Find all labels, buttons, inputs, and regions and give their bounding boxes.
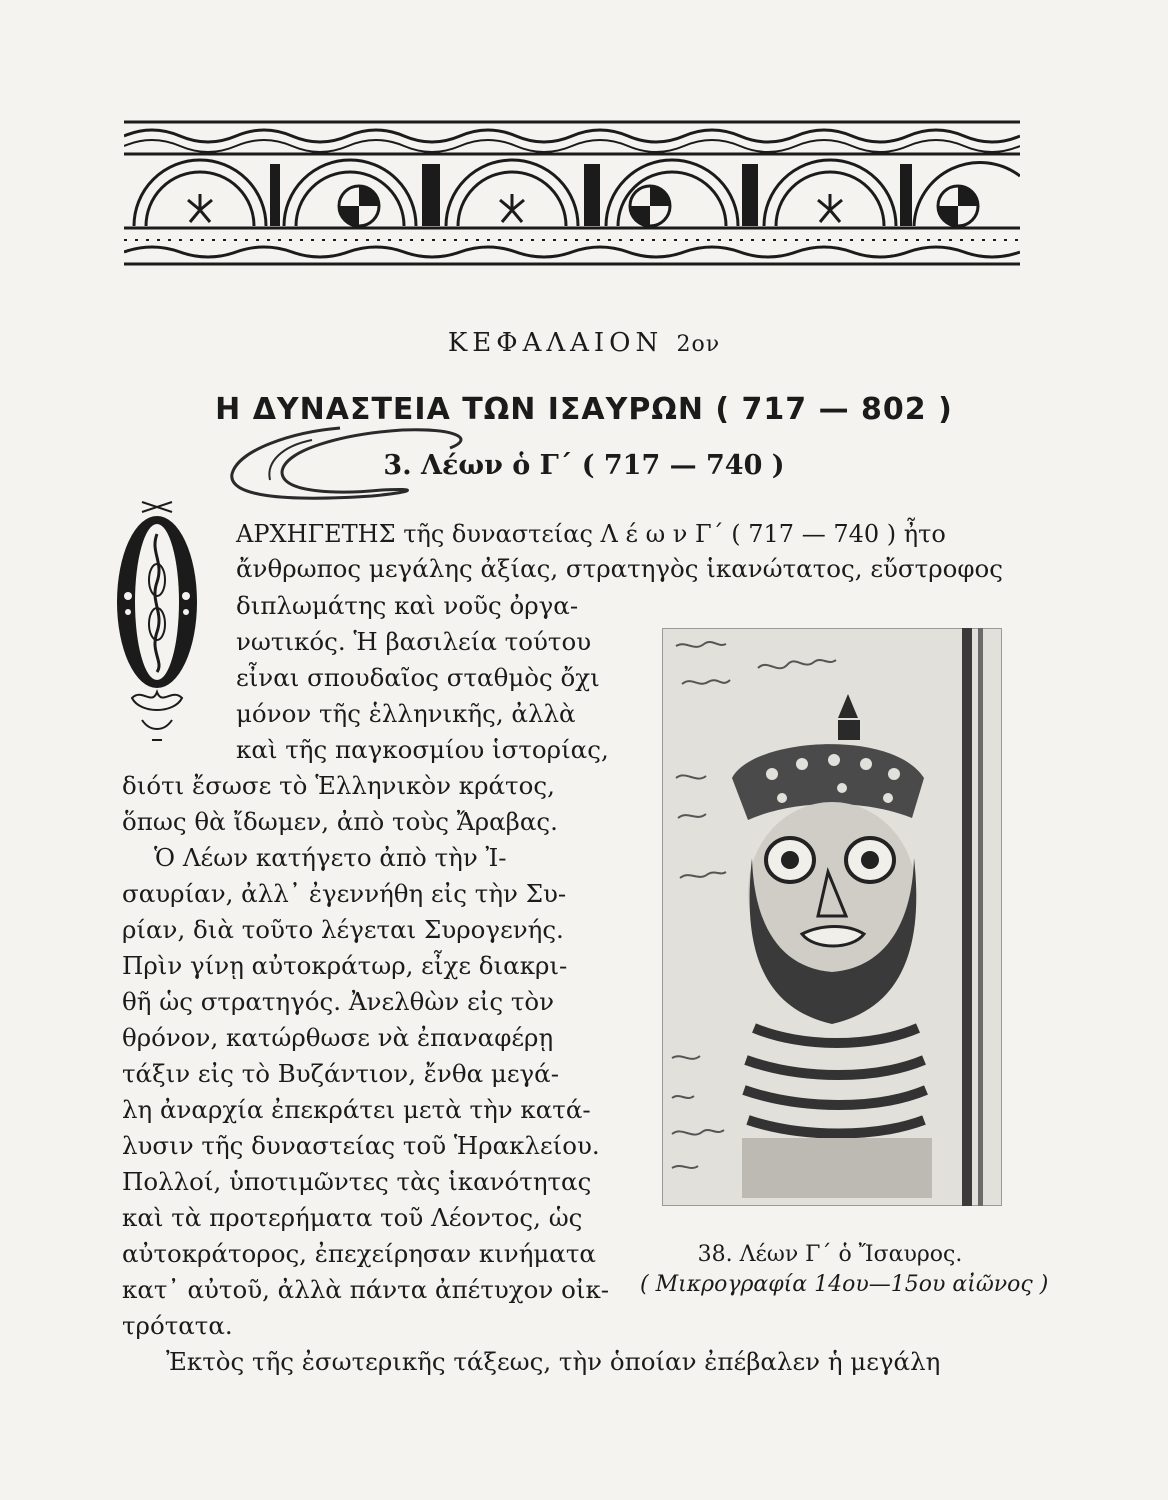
body-line: λη ἀναρχία ἐπεκράτει μετὰ τὴν κατά-	[122, 1095, 591, 1124]
decorative-header-band	[124, 116, 1020, 268]
body-line: ρίαν, διὰ τοῦτο λέγεται Συρογενής.	[122, 915, 564, 944]
drop-cap-letter: Ο	[112, 492, 113, 493]
section-subheading: 3. Λέων ὁ Γ΄ ( 717 — 740 )	[383, 450, 785, 481]
dynasty-heading: Η ΔΥΝΑΣΤΕΙΑ ΤΩΝ ΙΣΑΥΡΩΝ ( 717 — 802 )	[215, 392, 953, 427]
portrait-miniature-image	[662, 628, 1002, 1206]
body-line: Πολλοί, ὑποτιμῶντες τὰς ἱκανότητας	[122, 1167, 592, 1196]
figure-subcaption: ( Μικρογραφία 14ου—15ου αἰῶνος )	[640, 1272, 1049, 1297]
body-line: ὅπως θὰ ἴδωμεν, ἀπὸ τοὺς Ἄραβας.	[122, 807, 558, 836]
body-line: Πρὶν γίνῃ αὐτοκράτωρ, εἶχε διακρι-	[122, 951, 568, 980]
body-line: ΑΡΧΗΓΕΤΗΣ τῆς δυναστείας Λ έ ω ν Γ΄ ( 717 — 740 ) ἦτο	[236, 520, 946, 548]
body-line: Ὁ Λέων κατήγετο ἀπὸ τὴν Ἰ-	[154, 843, 507, 872]
figure-caption: 38. Λέων Γ΄ ὁ Ἴσαυρος.	[697, 1242, 963, 1267]
body-line: ἄνθρωπος μεγάλης ἀξίας, στρατηγὸς ἱκανώτατος, εὔστροφος	[236, 554, 1003, 583]
body-line: θρόνον, κατώρθωσε νὰ ἐπαναφέρῃ	[122, 1023, 554, 1052]
body-line: κατ᾽ αὐτοῦ, ἀλλὰ πάντα ἀπέτυχον οἰκ-	[122, 1275, 610, 1304]
body-line: αὐτοκράτορος, ἐπεχείρησαν κινήματα	[122, 1239, 596, 1268]
body-line: νωτικός. Ἡ βασιλεία τούτου	[236, 627, 592, 656]
chapter-ordinal: 2ον	[676, 332, 721, 357]
drop-cap-initial	[112, 492, 202, 754]
body-line: τάξιν εἰς τὸ Βυζάντιον, ἔνθα μεγά-	[122, 1059, 559, 1088]
body-line: θῆ ὡς στρατηγός. Ἀνελθὼν εἰς τὸν	[122, 987, 555, 1016]
body-line: καὶ τῆς παγκοσμίου ἱστορίας,	[236, 735, 609, 764]
body-line: Ἐκτὸς τῆς ἐσωτερικῆς τάξεως, τὴν ὁποίαν ἐπέβαλεν ἡ μεγάλη	[166, 1347, 941, 1376]
body-line: μόνον τῆς ἑλληνικῆς, ἀλλὰ	[236, 699, 576, 728]
body-line: διότι ἔσωσε τὸ Ἑλληνικὸν κράτος,	[122, 771, 555, 800]
body-line: καὶ τὰ προτερήματα τοῦ Λέοντος, ὡς	[122, 1203, 583, 1232]
body-line: εἶναι σπουδαῖος σταθμὸς ὄχι	[236, 663, 600, 692]
chapter-label	[0, 328, 1168, 358]
body-line: τρότατα.	[122, 1311, 233, 1340]
body-line: σαυρίαν, ἀλλ᾽ ἐγεννήθη εἰς τὴν Συ-	[122, 879, 567, 908]
body-line: διπλωμάτης καὶ νοῦς ὀργα-	[236, 591, 579, 620]
body-line: λυσιν τῆς δυναστείας τοῦ Ἡρακλείου.	[122, 1131, 600, 1160]
chapter-word: ΚΕΦΑΛΑΙΟΝ	[447, 328, 664, 358]
